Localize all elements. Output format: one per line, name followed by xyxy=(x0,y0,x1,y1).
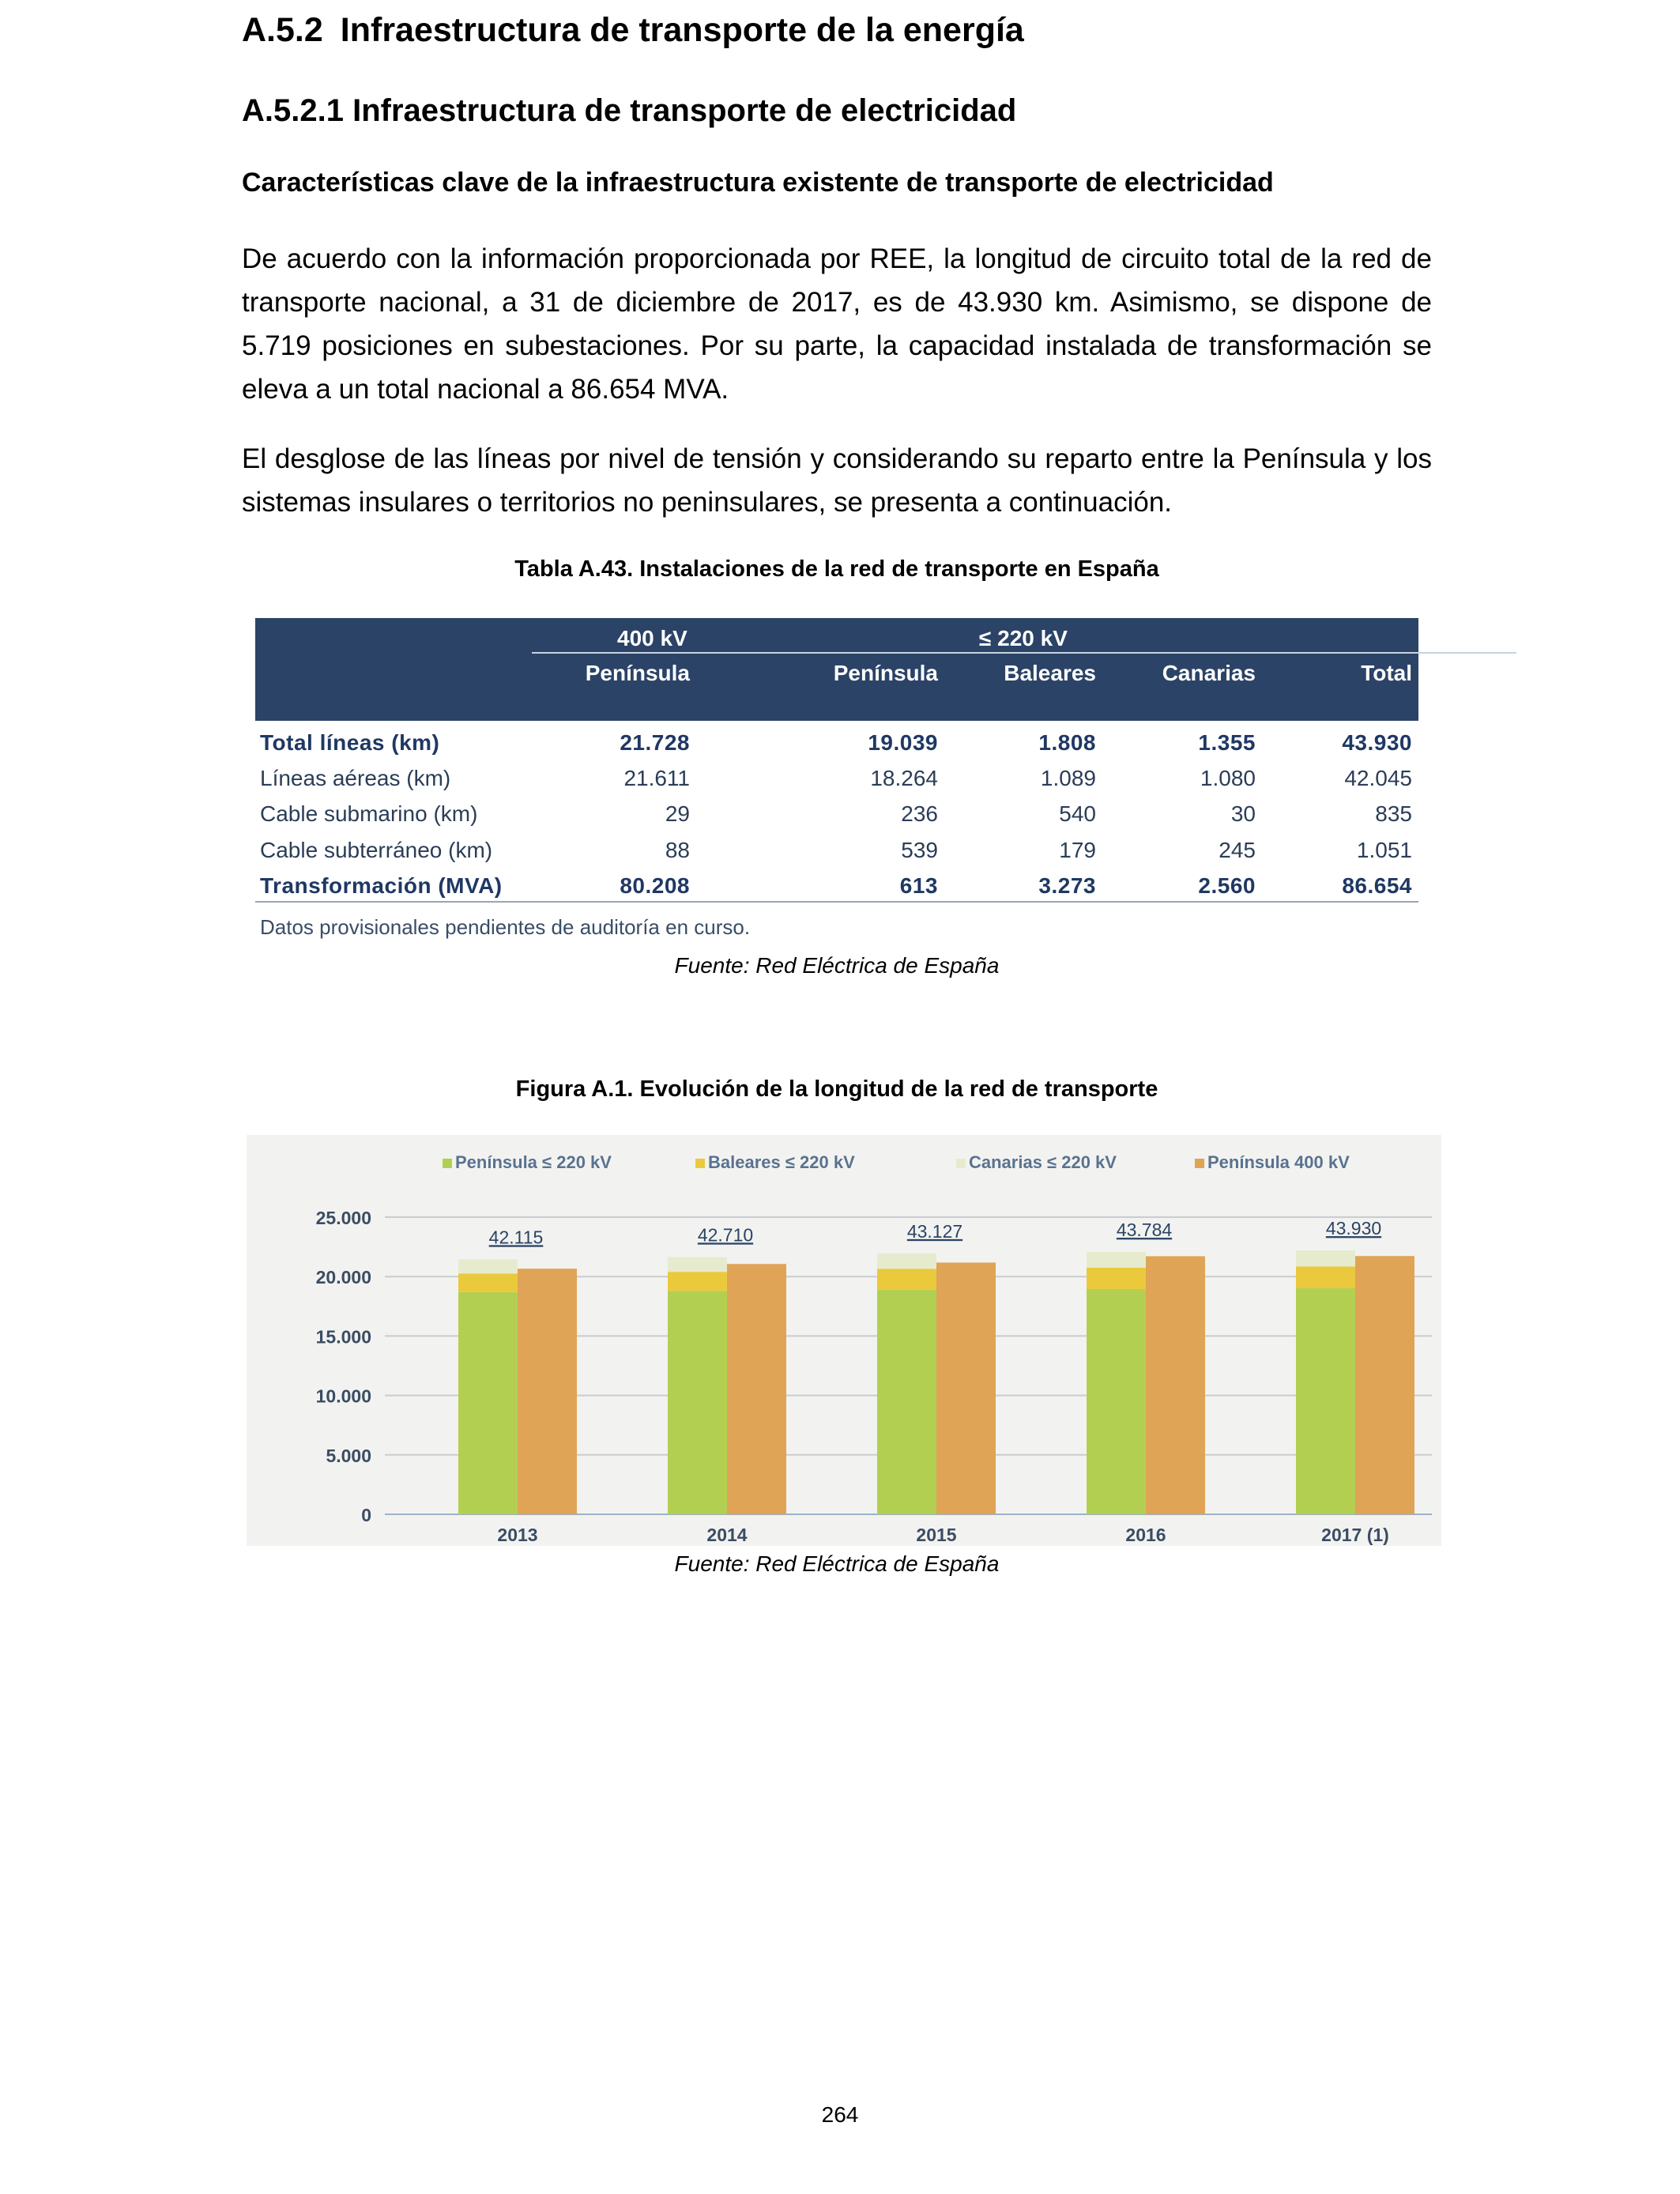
header-col-total: Total xyxy=(1361,661,1412,685)
bar-segment xyxy=(458,1292,518,1514)
bar-segment xyxy=(458,1273,518,1291)
figure-source: Fuente: Red Eléctrica de España xyxy=(674,1551,1000,1576)
bar-peninsula-400 xyxy=(518,1269,577,1514)
cell: 18.264 xyxy=(870,766,938,790)
cell: 42.045 xyxy=(1344,766,1412,790)
bar-peninsula-400 xyxy=(727,1264,786,1514)
table-bottom-rule xyxy=(255,901,1418,903)
legend-label: Península ≤ 220 kV xyxy=(455,1152,612,1172)
bar-segment xyxy=(1296,1250,1355,1266)
total-label: 43.784 xyxy=(1116,1220,1173,1241)
cell: 43.930 xyxy=(1342,730,1412,755)
y-tick-label: 10.000 xyxy=(315,1385,371,1407)
paragraph-1: De acuerdo con la información proporcionada por REE, la longitud de circuito total de la red de transporte nacional, a 31 de diciembre de 2017, es de 43.930 km. Asimismo, se dispone de 5.719 posiciones en subestaciones. Por su parte, la capacidad instalada de transformación se eleva a un total nacional a 86.654 MVA. xyxy=(242,243,1432,405)
chart-area xyxy=(247,1135,1441,1546)
bar-segment xyxy=(1296,1288,1355,1514)
bar-segment xyxy=(1296,1266,1355,1287)
cell: 236 xyxy=(901,801,938,826)
cell: 86.654 xyxy=(1342,873,1412,898)
table-row xyxy=(255,869,1418,904)
header-group-rule xyxy=(721,652,935,654)
subsubsection-heading: Características clave de la infraestructura existente de transporte de electricidad xyxy=(242,168,1274,198)
header-group-220kv: ≤ 220 kV xyxy=(979,626,1068,650)
cell: 1.051 xyxy=(1356,838,1412,862)
cell: 1.089 xyxy=(1040,766,1096,790)
cell: 613 xyxy=(899,873,938,898)
cell: 2.560 xyxy=(1198,873,1256,898)
row-label: Transformación (MVA) xyxy=(260,873,503,898)
legend-swatch xyxy=(695,1159,705,1168)
y-tick-label: 0 xyxy=(361,1505,371,1525)
cell: 835 xyxy=(1375,801,1412,826)
bar-segment xyxy=(877,1269,936,1289)
row-label: Total líneas (km) xyxy=(260,730,440,755)
row-label: Cable submarino (km) xyxy=(260,801,478,826)
x-tick-label: 2016 xyxy=(1125,1525,1166,1545)
header-col-peninsula-400: Península xyxy=(585,661,690,685)
bar-segment xyxy=(668,1272,727,1291)
table-row xyxy=(255,797,1418,832)
header-group-rule xyxy=(532,652,721,654)
table-row xyxy=(255,833,1418,869)
cell: 21.728 xyxy=(620,730,690,755)
y-tick-label: 5.000 xyxy=(326,1445,371,1466)
header-col-canarias: Canarias xyxy=(1162,661,1256,685)
header-col-baleares: Baleares xyxy=(1004,661,1096,685)
x-tick-label: 2014 xyxy=(706,1525,748,1545)
y-tick-label: 25.000 xyxy=(315,1208,371,1228)
total-label: 43.127 xyxy=(906,1220,963,1242)
header-group-400kv: 400 kV xyxy=(617,626,687,650)
cell: 19.039 xyxy=(868,730,938,755)
bar-segment xyxy=(877,1290,936,1514)
cell: 1.355 xyxy=(1198,730,1256,755)
bar-segment xyxy=(668,1291,727,1514)
bar-segment xyxy=(1087,1268,1146,1289)
legend-swatch xyxy=(956,1159,966,1168)
section-heading xyxy=(242,11,1024,50)
table-note: Datos provisionales pendientes de auditoría en curso. xyxy=(260,915,751,939)
cell: 1.080 xyxy=(1200,766,1256,790)
bar-peninsula-400 xyxy=(1146,1256,1205,1514)
x-tick-label: 2015 xyxy=(916,1525,957,1545)
row-label: Líneas aéreas (km) xyxy=(260,766,451,790)
legend-label: Canarias ≤ 220 kV xyxy=(969,1152,1117,1172)
bar-segment xyxy=(458,1259,518,1273)
bar-segment xyxy=(1087,1252,1146,1268)
subsection-heading: A.5.2.1 Infraestructura de transporte de electricidad xyxy=(242,93,1017,128)
bar-peninsula-400 xyxy=(936,1262,996,1514)
legend-label: Baleares ≤ 220 kV xyxy=(708,1152,855,1172)
cell: 539 xyxy=(901,838,938,862)
header-col-peninsula-220: Península xyxy=(833,661,938,685)
cell: 30 xyxy=(1230,801,1256,826)
cell: 80.208 xyxy=(620,873,690,898)
cell: 540 xyxy=(1059,801,1096,826)
header-group-rule xyxy=(935,652,1516,654)
cell: 3.273 xyxy=(1038,873,1096,898)
section-number: A.5.2 xyxy=(242,11,323,49)
page-number: 264 xyxy=(821,2102,859,2127)
bar-segment xyxy=(668,1257,727,1272)
paragraph-2: El desglose de las líneas por nivel de tensión y considerando su reparto entre la Península y los sistemas insulares o territorios no peninsulares, se presenta a continuación. xyxy=(242,443,1432,518)
y-tick-label: 15.000 xyxy=(315,1326,371,1348)
cell: 245 xyxy=(1219,838,1256,862)
x-tick-label: 2013 xyxy=(497,1525,538,1545)
bar-segment xyxy=(1087,1289,1146,1514)
legend-swatch xyxy=(443,1159,452,1168)
legend-label: Península 400 kV xyxy=(1207,1152,1350,1172)
bar-peninsula-400 xyxy=(1355,1256,1414,1514)
y-tick-label: 20.000 xyxy=(315,1267,371,1288)
bar-chart xyxy=(247,1135,1441,1546)
total-label: 42.115 xyxy=(488,1227,544,1248)
cell: 179 xyxy=(1059,838,1096,862)
bar-segment xyxy=(877,1253,936,1269)
row-label: Cable subterráneo (km) xyxy=(260,838,493,862)
table-header xyxy=(255,618,1418,721)
cell: 1.808 xyxy=(1038,730,1096,755)
figure-caption: Figura A.1. Evolución de la longitud de la red de transporte xyxy=(515,1076,1158,1102)
table-source: Fuente: Red Eléctrica de España xyxy=(674,953,1000,978)
cell: 21.611 xyxy=(623,766,690,790)
total-label: 42.710 xyxy=(697,1224,754,1246)
x-tick-label: 2017 (1) xyxy=(1321,1525,1389,1545)
table-row xyxy=(255,761,1418,797)
cell: 29 xyxy=(665,801,690,826)
table-caption: Tabla A.43. Instalaciones de la red de transporte en España xyxy=(514,556,1159,582)
cell: 88 xyxy=(665,838,690,862)
table-row xyxy=(255,726,1418,761)
legend-swatch xyxy=(1195,1159,1204,1168)
section-title: Infraestructura de transporte de la energía xyxy=(340,11,1024,49)
total-label: 43.930 xyxy=(1325,1218,1382,1239)
